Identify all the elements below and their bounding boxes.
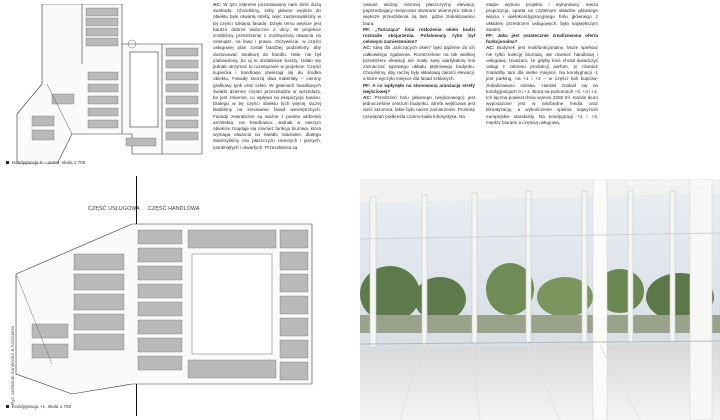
paragraph: AC: Przestrzeń holu głównego (wejściowego) jest jednocześnie centrum budynku. Strefa wejściowa jest dość skromna, takie było nasze zamierzenie. Prostotę rozwiązań podkreśla czarno-biała kolorystyka. Na: [363, 95, 475, 119]
paragraph: AC: W tym zakresie pozostawiony nam dość dużą swobodę. Chcieliśmy, żeby główne wejście do obiektu było otwartą strefą, więc zastosowaliśmy w tej części szklaną fasadę. Dzięki temu wejście jest bardzo dobrze widoczne z ulicy. W projekcie zrobiliśmy przestrzenie z możliwością otwarcia na zewnątrz, na lewo i prawo. Oczywiście, w części usługowej plan został bardziej podzielony, aby dostosować strukturę do handlu. Hale, nie był zadowolony, bo uj to dodatkowe koszty. Udało się jednak utrzymać to rozwiązanie w projekcie. Części kupiecka i handlowa otwierają się do środka obiektu. Fasadę tworzą dwa materiały – ciemny grafitowy tynk oraz szkło. W galeriach handlowych światło dzienne często przeszkadza w sprzedaży, bo jest zmienne, co wpływa na ekspozycję towaru. Dlatego w tej części obiektu tych więcej raczej kładliśmy na kreowanie fasad wewnętrznych. Fasady zewnętrzne są ważne z punktu widzenia architekta, nie handlowca. Jednak w naszym obiekcie znajduje się również funkcja biurowa, która wymaga otwarcia na światło naturalne, dlatego stworzyliśmy mix płaszczyzn ciemnych i jasnych, zamkniętych i otwartych. Przeszklenia są: [213, 2, 321, 150]
caption-bullet-icon: [6, 161, 9, 164]
paragraph: AC: Ideą dla „tańczących okien” było dążenie do ich całkowitego zgubienia. Rozstrzelone na tak wielkiej przestrzeni elewacji nie miały swej wartykalnej linii zaznaczać typowego układu piętrowego budynku. Chcieliśmy, aby raczej były składową całości elewacji, a które wyczyło miejsce dla fasad szklanych.: [363, 45, 475, 82]
paragraph: etapie wyboru projektu i wykonawcy nasza propozycja, oparta na czytelnym układzie głównego więcia i wielokondygnacyjnego holu głównego z układem przestrzeni usługowych, była największym atutem.: [486, 2, 598, 32]
caption-bullet-icon: [630, 182, 633, 185]
caption-level-0: Kondygnacja 0 – parter, skala 1:700: [6, 160, 85, 165]
text-column-0: [213, 2, 321, 178]
text-column-2: [486, 2, 598, 178]
interior-photo: [360, 179, 720, 420]
zone-label-retail: CZĘŚĆ HANDLOWA: [148, 206, 200, 212]
paragraph: AC: Budynek jest multifunkcjonalny. Może spełniać nie tylko funkcję biurową, ale również handlową i usługową. Uważam, że gdyby ktoś chciał świadczyć usługi z zakresu produkcji parfum, to również znalazłby tam dla siebie miejsce. Na kondygnacji -1 jest parking, na +1 i +2 – w części hali kupców-zlokalizowano stoiska. Handel znalazł się na kondygnacjach 0 i +1. Biura na poziomach +2, +3 i +4. Ich łączna powierzchnia wynosi 2250 m². Każde biuro wyposażone jest w niezbędne media oraz klimatyzację, a wykończenie spełnia najwyższe europejskie standardy. Na kondygnacji +2 i +3, między biurami a częścią usługową,: [486, 45, 598, 125]
paragraph: owanie widząc ciemnej płaszczyzny elewacji, poprzedzający miejscowo otworami okiennymi. Okna i większe przeszklenia są tam, gdzie zlokalizowano biura.: [363, 2, 475, 26]
photo-drawing: [360, 179, 720, 420]
question: PF: A co wpłynęło na stonowaną aranżację strefy wejściowej?: [363, 82, 475, 94]
floor-plan-level-1: [12, 214, 332, 404]
credit-text: Rys. archiwum Kuryłowicz & Associates: [10, 325, 15, 405]
question: PF: „Tańcząca” linia rozłożenia okien budzi rozmaite skojarzenia. Pofalowany rytm był celowym zamierzeniem?: [363, 26, 475, 45]
zone-label-services: CZĘŚĆ USŁUGOWA: [88, 206, 140, 212]
caption-bullet-icon: [6, 405, 9, 408]
question: PF: Jaka jest ostatecznie zrealizowana oferta funkcjonalna?: [486, 33, 598, 45]
floor-plan-level-0: [12, 4, 212, 164]
text-column-1: [363, 2, 475, 178]
credit-vertical: [2, 165, 15, 415]
caption-level-1: Kondygnacja +1, skala 1:700: [6, 404, 71, 409]
photo-caption: Przestrzenie na poziomie „hali kupców”: [630, 181, 716, 186]
article-text: [363, 0, 720, 177]
